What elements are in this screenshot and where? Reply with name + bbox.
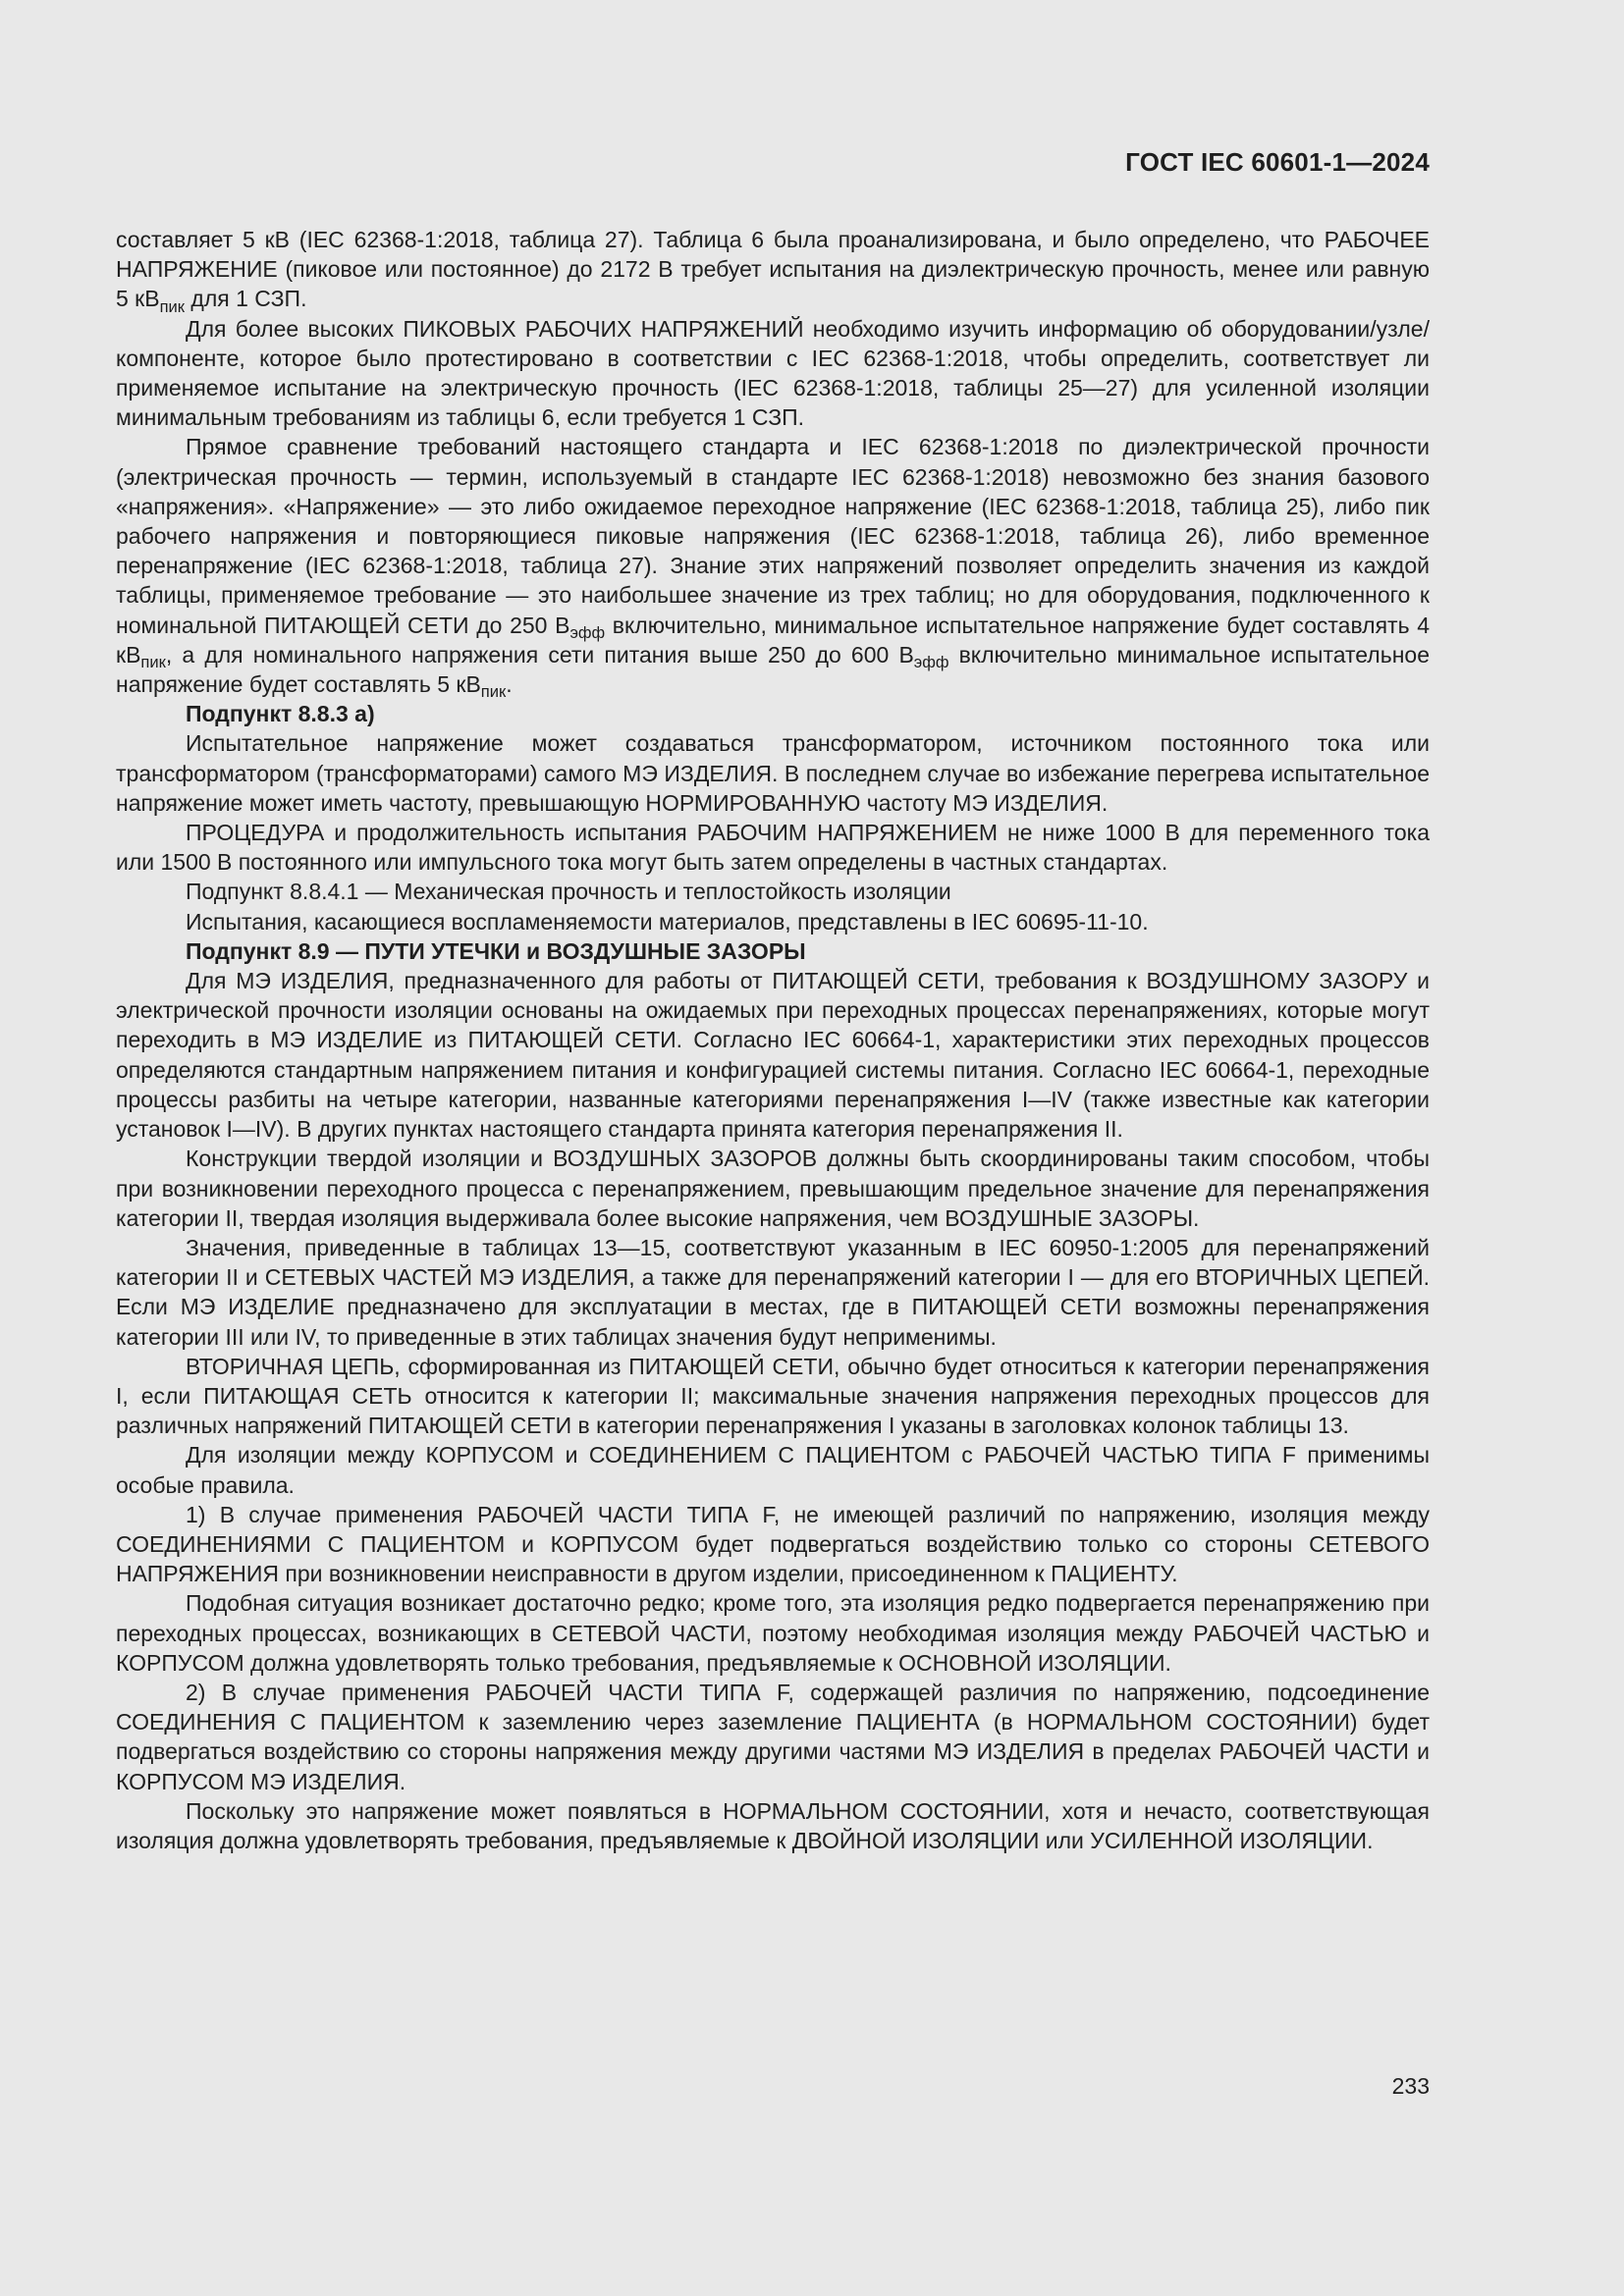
page-number: 233 <box>1391 2073 1430 2099</box>
paragraph-13: ВТОРИЧНАЯ ЦЕПЬ, сформированная из ПИТАЮЩЕЙ СЕТИ, обычно будет относиться к категории перенапряжения I, если ПИТАЮЩАЯ СЕТЬ относится к категории II; максимальные значения напряжения переходных процессов для различных напряжений ПИТАЮЩЕЙ СЕТИ в категории перенапряжения I указаны в заголовках колонок таблицы 13. <box>116 1353 1430 1439</box>
subclause-line-8-8-4-1: Подпункт 8.8.4.1 — Механическая прочность и теплостойкость изоляции <box>186 879 951 905</box>
subscript-pik: пик <box>159 296 186 316</box>
paragraph-3-text-a: Прямое сравнение требований настоящего стандарта и IEC 62368-1:2018 по диэлектрической прочности (электрическая прочность — термин, используемый в стандарте IEC 62368-1:2018) невозможно без знания базового «напряжения». «Напряжение» — это либо ожидаемое переходное напряжение (IEC 62368-1:2018, таблица 25), либо пик рабочего напряжения и повторяющиеся пиковые напряжения (IEC 62368-1:2018, таблица 26), либо временное перенапряжение (IEC 62368-1:2018, таблица 27). Знание этих напряжений позволяет определить значения из каждой таблицы, применяемое требование — это наибольшее значение из трех таблиц; но для оборудования, подключенного к номинальной ПИТАЮЩЕЙ СЕТИ до 250 В <box>116 434 1430 638</box>
subscript-eff: эфф <box>569 622 606 642</box>
paragraph-2: Для более высоких ПИКОВЫХ РАБОЧИХ НАПРЯЖЕНИЙ необходимо изучить информацию об оборудовании/узле/компоненте, которое было протестировано в соответствии с IEC 62368-1:2018, чтобы определить, соответствует ли применяемое испытание на электрическую прочность (IEC 62368-1:2018, таблицы 25—27) для усиленной изоляции минимальным требованиям из таблицы 6, если требуется 1 СЗП. <box>116 315 1430 431</box>
paragraph-11: Конструкции твердой изоляции и ВОЗДУШНЫХ ЗАЗОРОВ должны быть скоординированы таким способом, чтобы при возникновении переходного процесса с перенапряжением, превышающим предельное значение для перенапряжения категории II, твердая изоляция выдерживала более высокие напряжения, чем ВОЗДУШНЫЕ ЗАЗОРЫ. <box>116 1146 1430 1231</box>
paragraph-12: Значения, приведенные в таблицах 13—15, соответствуют указанным в IEC 60950-1:2005 для перенапряжений категории II и СЕТЕВЫХ ЧАСТЕЙ МЭ ИЗДЕЛИЯ, а также для перенапряжений категории I — для его ВТОРИЧНЫХ ЦЕПЕЙ. Если МЭ ИЗДЕЛИЕ предназначено для эксплуатации в местах, где в ПИТАЮЩЕЙ СЕТИ возможны перенапряжения категории III или IV, то приведенные в этих таблицах значения будут неприменимы. <box>116 1234 1430 1350</box>
paragraph-8: Испытания, касающиеся воспламеняемости материалов, представлены в IEC 60695-11-10. <box>186 908 1149 934</box>
paragraph-18: Поскольку это напряжение может появляться в НОРМАЛЬНОМ СОСТОЯНИИ, хотя и нечасто, соответствующая изоляция должна удовлетворять требования, предъявляемые к ДВОЙНОЙ ИЗОЛЯЦИИ или УСИЛЕННОЙ ИЗОЛЯЦИИ. <box>116 1797 1430 1853</box>
document-header: ГОСТ IEC 60601-1—2024 <box>1125 147 1430 177</box>
subclause-heading-8-8-3: Подпункт 8.8.3 а) <box>186 701 375 727</box>
subscript-pik: пик <box>480 682 507 702</box>
subclause-heading-8-9: Подпункт 8.9 — ПУТИ УТЕЧКИ и ВОЗДУШНЫЕ ЗАЗОРЫ <box>186 937 806 964</box>
subscript-eff: эфф <box>913 653 949 672</box>
list-item-1: 1) В случае применения РАБОЧЕЙ ЧАСТИ ТИПА F, не имеющей различий по напряжению, изоляция между СОЕДИНЕНИЯМИ С ПАЦИЕНТОМ и КОРПУСОМ будет подвергаться воздействию только со стороны СЕТЕВОГО НАПРЯЖЕНИЯ при возникновении неисправности в другом изделии, присоединенном к ПАЦИЕНТУ. <box>116 1501 1430 1587</box>
list-item-2: 2) В случае применения РАБОЧЕЙ ЧАСТИ ТИПА F, содержащей различия по напряжению, подсоединение СОЕДИНЕНИЯ С ПАЦИЕНТОМ к заземлению через заземление ПАЦИЕНТА (в НОРМАЛЬНОМ СОСТОЯНИИ) будет подвергаться воздействию со стороны напряжения между другими частями МЭ ИЗДЕЛИЯ в пределах РАБОЧЕЙ ЧАСТИ и КОРПУСОМ МЭ ИЗДЕЛИЯ. <box>116 1679 1430 1794</box>
paragraph-14: Для изоляции между КОРПУСОМ и СОЕДИНЕНИЕМ С ПАЦИЕНТОМ с РАБОЧЕЙ ЧАСТЬЮ ТИПА F применимы особые правила. <box>116 1442 1430 1498</box>
paragraph-1 <box>116 225 1430 314</box>
paragraph-6: ПРОЦЕДУРА и продолжительность испытания РАБОЧИМ НАПРЯЖЕНИЕМ не ниже 1000 В для переменного тока или 1500 В постоянного или импульсного тока могут быть затем определены в частных стандартах. <box>116 820 1430 876</box>
paragraph-3-text-d: включительно минимальное испытательное напряжение будет составлять 5 кВ <box>116 641 1430 698</box>
paragraph-3-text-e: . <box>506 671 513 698</box>
paragraph-5: Испытательное напряжение может создаваться трансформатором, источником постоянного тока или трансформатором (трансформаторами) самого МЭ ИЗДЕЛИЯ. В последнем случае во избежание перегрева испытательное напряжение может иметь частоту, превышающую НОРМИРОВАННУЮ частоту МЭ ИЗДЕЛИЯ. <box>116 730 1430 816</box>
paragraph-3 <box>116 432 1430 702</box>
paragraph-1-text-a: составляет 5 кВ (IEC 62368-1:2018, таблица 27). Таблица 6 была проанализирована, и было определено, что РАБОЧЕЕ НАПРЯЖЕНИЕ (пиковое или постоянное) до 2172 В требует испытания на диэлектрическую прочность, менее или равную 5 кВ <box>116 227 1430 312</box>
paragraph-3-text-c: , а для номинального напряжения сети питания выше 250 до 600 В <box>165 641 914 667</box>
document-body <box>116 225 1430 1855</box>
subscript-pik: пик <box>140 653 166 672</box>
paragraph-10: Для МЭ ИЗДЕЛИЯ, предназначенного для работы от ПИТАЮЩЕЙ СЕТИ, требования к ВОЗДУШНОМУ ЗАЗОРУ и электрической прочности изоляции основаны на ожидаемых при переходных процессах перенапряжениях, которые могут переходить в МЭ ИЗДЕЛИЕ из ПИТАЮЩЕЙ СЕТИ. Согласно IEC 60664-1, характеристики этих переходных процессов определяются стандартным напряжением питания и конфигурацией системы питания. Согласно IEC 60664-1, переходные процессы разбиты на четыре категории, названные категориями перенапряжения I—IV (также известные как категории установок I—IV). В других пунктах настоящего стандарта принята категория перенапряжения II. <box>116 968 1430 1143</box>
paragraph-3-text-b: включительно, минимальное испытательное напряжение будет составлять 4 кВ <box>116 612 1430 667</box>
paragraph-16: Подобная ситуация возникает достаточно редко; кроме того, эта изоляция редко подвергается перенапряжению при переходных процессах, возникающих в СЕТЕВОЙ ЧАСТИ, поэтому необходимая изоляция между РАБОЧЕЙ ЧАСТЬЮ и КОРПУСОМ должна удовлетворять только требования, предъявляемые к ОСНОВНОЙ ИЗОЛЯЦИИ. <box>116 1590 1430 1676</box>
paragraph-1-text-b: для 1 СЗП. <box>185 286 307 312</box>
